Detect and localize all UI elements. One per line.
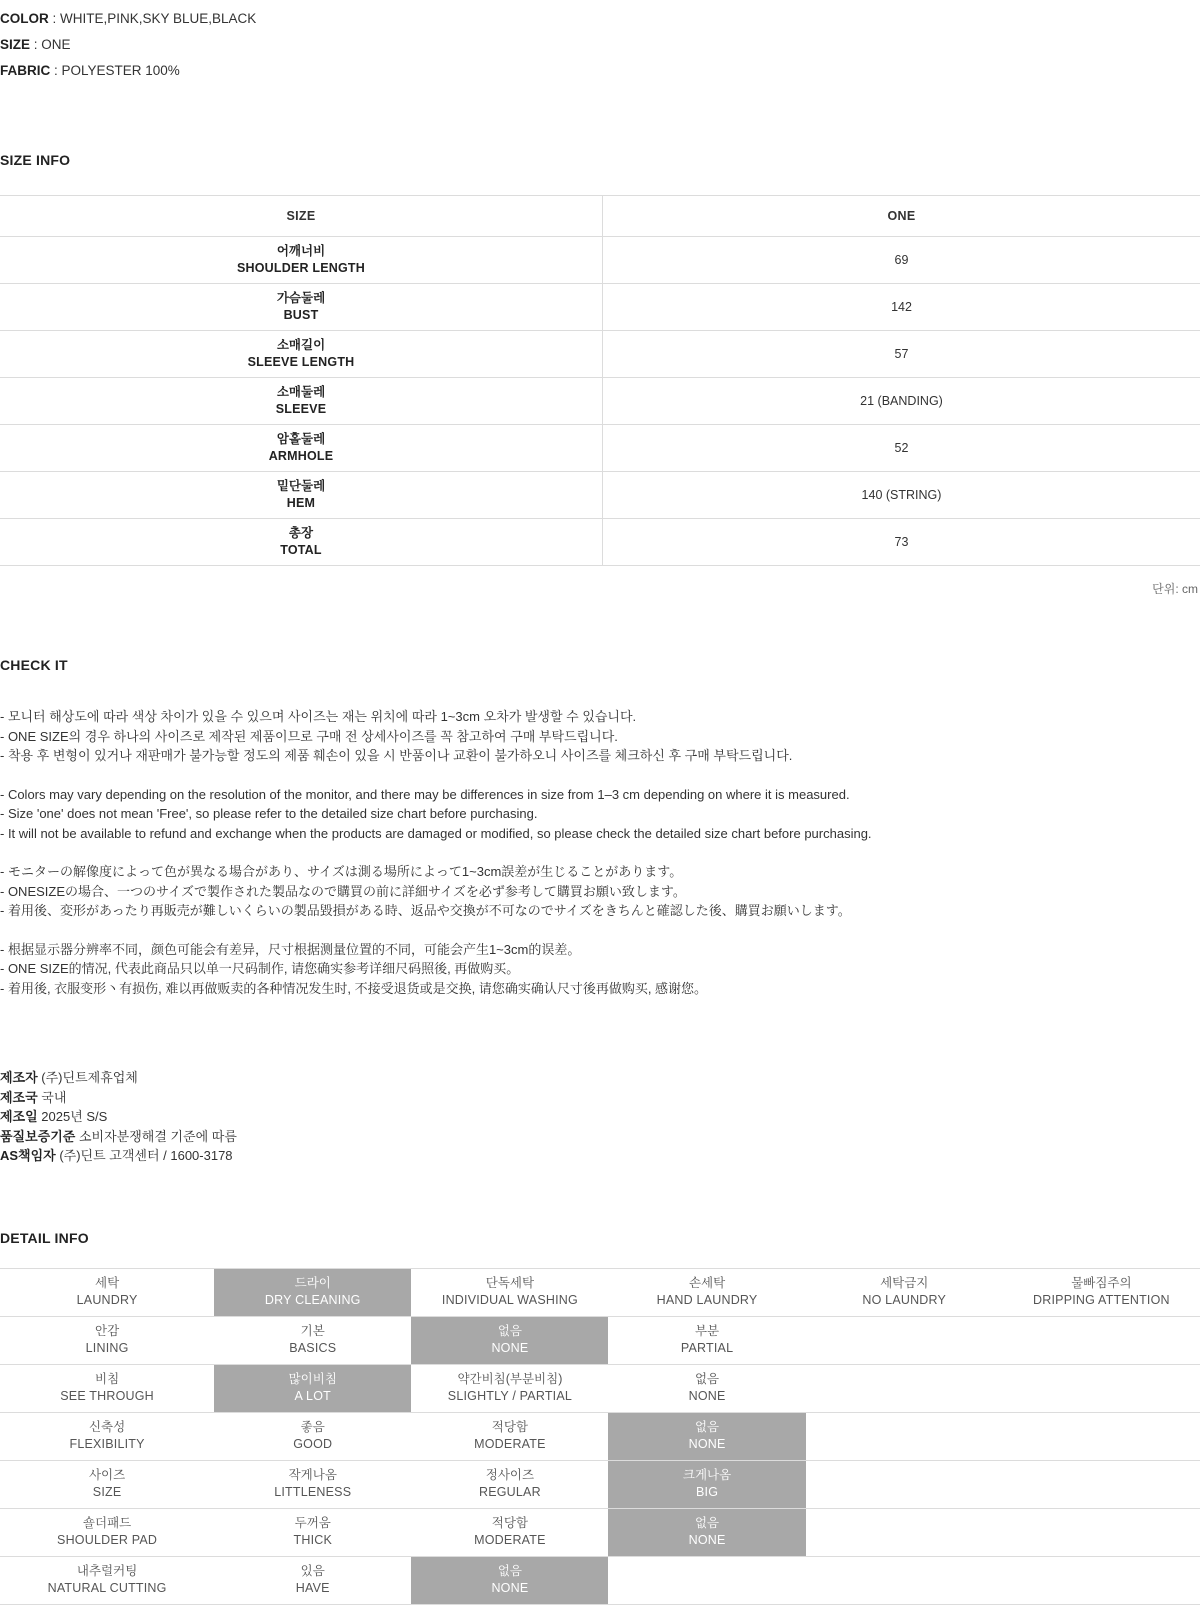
table-row [0, 472, 1200, 519]
note-line: - 착용 후 변형이 있거나 재판매가 불가능할 정도의 제품 훼손이 있을 시 반품이나 교환이 불가하오니 사이즈를 체크하신 후 구매 부탁드립니다. [0, 746, 1200, 766]
maker-label: 제조자 [0, 1070, 38, 1085]
detail-option-empty [1003, 1412, 1200, 1460]
detail-option[interactable] [608, 1412, 805, 1460]
spec-value: : POLYESTER 100% [50, 63, 180, 78]
note-line: - 着用後, 衣服变形丶有损伤, 难以再做贩卖的各种情况发生时, 不接受退货或是交换, 请您确实确认尺寸後再做购买, 感谢您。 [0, 979, 1200, 999]
size-row-label [0, 284, 603, 331]
detail-option-en: REGULAR [411, 1484, 608, 1501]
size-row-label [0, 472, 603, 519]
detail-option[interactable] [411, 1364, 608, 1412]
maker-value: 소비자분쟁해결 기준에 따름 [75, 1129, 237, 1144]
spec-key: FABRIC [0, 63, 50, 78]
detail-option-empty [806, 1364, 1003, 1412]
detail-category [0, 1460, 214, 1508]
detail-option-en: NONE [608, 1436, 805, 1453]
maker-label: 품질보증기준 [0, 1129, 75, 1144]
detail-category-kr: 비침 [0, 1371, 214, 1388]
spec-line [0, 58, 1200, 84]
detail-option-en: NONE [608, 1532, 805, 1549]
detail-option-kr: 없음 [411, 1323, 608, 1340]
detail-option[interactable] [411, 1508, 608, 1556]
detail-option-en: A LOT [214, 1388, 411, 1405]
detail-option[interactable] [214, 1412, 411, 1460]
detail-row [0, 1508, 1200, 1556]
detail-option[interactable] [411, 1556, 608, 1604]
detail-option-empty [1003, 1556, 1200, 1604]
detail-category-en: FLEXIBILITY [0, 1436, 214, 1453]
maker-line [0, 1127, 1200, 1147]
detail-category [0, 1364, 214, 1412]
size-row-label [0, 378, 603, 425]
detail-option-kr: 없음 [608, 1515, 805, 1532]
maker-line [0, 1068, 1200, 1088]
note-gap [0, 843, 1200, 862]
detail-category-en: LAUNDRY [0, 1292, 214, 1309]
note-line: - 着用後、変形があったり再販売が難しいくらいの製品毀損がある時、返品や交換が不可なのでサイズをきちんと確認した後、購買お願いします。 [0, 901, 1200, 921]
detail-category-kr: 안감 [0, 1323, 214, 1340]
size-row-label-kr: 밑단둘레 [1, 478, 601, 495]
size-row-value: 69 [603, 237, 1200, 284]
detail-category [0, 1268, 214, 1316]
spec-key: COLOR [0, 11, 49, 26]
detail-option-empty [1003, 1316, 1200, 1364]
detail-info-table [0, 1268, 1200, 1605]
detail-row [0, 1460, 1200, 1508]
size-row-value: 73 [603, 519, 1200, 566]
detail-option-en: GOOD [214, 1436, 411, 1453]
table-row [0, 237, 1200, 284]
size-info-title: SIZE INFO [0, 152, 1200, 168]
detail-option-en: HAND LAUNDRY [608, 1292, 805, 1309]
detail-option-kr: 좋음 [214, 1419, 411, 1436]
size-row-label-kr: 암홀둘레 [1, 431, 601, 448]
detail-option[interactable] [214, 1364, 411, 1412]
note-line: - 根据显示器分辨率不同，颜色可能会有差异，尺寸根据测量位置的不同，可能会产生1~3cm的误差。 [0, 940, 1200, 960]
maker-line [0, 1088, 1200, 1108]
detail-option[interactable] [608, 1268, 805, 1316]
note-gap [0, 921, 1200, 940]
detail-option-empty [806, 1412, 1003, 1460]
size-row-label-kr: 소매길이 [1, 337, 601, 354]
detail-option[interactable] [411, 1316, 608, 1364]
spec-key: SIZE [0, 37, 30, 52]
detail-option-en: MODERATE [411, 1532, 608, 1549]
detail-option-en: BASICS [214, 1340, 411, 1357]
detail-category-kr: 숄더패드 [0, 1515, 214, 1532]
note-line: - Size 'one' does not mean 'Free', so please refer to the detailed size chart before purchasing. [0, 804, 1200, 824]
detail-category [0, 1412, 214, 1460]
maker-label: 제조국 [0, 1090, 38, 1105]
maker-value: 국내 [38, 1090, 67, 1105]
detail-category-en: LINING [0, 1340, 214, 1357]
detail-option[interactable] [411, 1268, 608, 1316]
note-line: - It will not be available to refund and exchange when the products are damaged or modified, so please check the detailed size chart before purchasing. [0, 824, 1200, 844]
note-line: - 모니터 해상도에 따라 색상 차이가 있을 수 있으며 사이즈는 재는 위치에 따라 1~3cm 오차가 발생할 수 있습니다. [0, 707, 1200, 727]
detail-option-empty [1003, 1460, 1200, 1508]
detail-option[interactable] [608, 1316, 805, 1364]
size-row-label-en: BUST [1, 307, 601, 324]
detail-category-kr: 세탁 [0, 1275, 214, 1292]
detail-info-title: DETAIL INFO [0, 1230, 1200, 1246]
size-row-label-en: HEM [1, 495, 601, 512]
detail-option-kr: 손세탁 [608, 1275, 805, 1292]
detail-option[interactable] [214, 1556, 411, 1604]
detail-option[interactable] [608, 1460, 805, 1508]
detail-option-en: NO LAUNDRY [806, 1292, 1003, 1309]
size-row-value: 142 [603, 284, 1200, 331]
table-row [0, 519, 1200, 566]
detail-option-kr: 없음 [608, 1419, 805, 1436]
note-line: - ONE SIZE的情况, 代表此商品只以单一尺码制作, 请您确实参考详细尺码照後, 再做购买。 [0, 959, 1200, 979]
detail-option-kr: 크게나옴 [608, 1467, 805, 1484]
detail-category-en: NATURAL CUTTING [0, 1580, 214, 1597]
detail-row [0, 1412, 1200, 1460]
table-row [0, 284, 1200, 331]
product-spec-list [0, 0, 1200, 84]
maker-value: (주)딘트 고객센터 / 1600-3178 [56, 1148, 233, 1163]
detail-option[interactable] [214, 1268, 411, 1316]
detail-option-kr: 적당함 [411, 1515, 608, 1532]
size-row-value: 57 [603, 331, 1200, 378]
detail-row [0, 1556, 1200, 1604]
detail-option-kr: 두꺼움 [214, 1515, 411, 1532]
table-row [0, 331, 1200, 378]
detail-option-en: SLIGHTLY / PARTIAL [411, 1388, 608, 1405]
detail-option-kr: 단독세탁 [411, 1275, 608, 1292]
detail-option-empty [608, 1556, 805, 1604]
detail-option-kr: 물빠짐주의 [1003, 1275, 1200, 1292]
spec-line [0, 6, 1200, 32]
table-row [0, 425, 1200, 472]
detail-option-empty [806, 1460, 1003, 1508]
detail-option[interactable] [608, 1508, 805, 1556]
detail-option-kr: 작게나옴 [214, 1467, 411, 1484]
detail-option[interactable] [214, 1316, 411, 1364]
size-row-label-en: SLEEVE LENGTH [1, 354, 601, 371]
spec-value: : WHITE,PINK,SKY BLUE,BLACK [49, 11, 257, 26]
note-line: - Colors may vary depending on the resolution of the monitor, and there may be differences in size from 1–3 cm depending on where it is measured. [0, 785, 1200, 805]
size-row-label [0, 519, 603, 566]
note-line: - ONE SIZE의 경우 하나의 사이즈로 제작된 제품이므로 구매 전 상세사이즈를 꼭 참고하여 구매 부탁드립니다. [0, 727, 1200, 747]
detail-category [0, 1316, 214, 1364]
detail-option-kr: 기본 [214, 1323, 411, 1340]
detail-category [0, 1508, 214, 1556]
detail-option-empty [1003, 1508, 1200, 1556]
detail-option-kr: 약간비침(부분비침) [411, 1371, 608, 1388]
maker-value: (주)딘트제휴업체 [38, 1070, 138, 1085]
detail-option[interactable] [214, 1460, 411, 1508]
detail-option-kr: 많이비침 [214, 1371, 411, 1388]
note-line: - ONESIZEの場合、一つのサイズで製作された製品なので購買の前に詳細サイズを必ず参考して購買お願い致します。 [0, 882, 1200, 902]
detail-category-kr: 사이즈 [0, 1467, 214, 1484]
detail-row [0, 1316, 1200, 1364]
size-row-label-kr: 소매둘레 [1, 384, 601, 401]
detail-option-en: PARTIAL [608, 1340, 805, 1357]
size-row-label-kr: 어깨너비 [1, 243, 601, 260]
size-table-header-row [0, 196, 1200, 237]
check-it-title: CHECK IT [0, 657, 1200, 673]
size-row-label-kr: 가슴둘레 [1, 290, 601, 307]
detail-option-kr: 없음 [608, 1371, 805, 1388]
detail-option-kr: 세탁금지 [806, 1275, 1003, 1292]
detail-option[interactable] [411, 1460, 608, 1508]
check-it-notes [0, 707, 1200, 998]
detail-category-en: SIZE [0, 1484, 214, 1501]
detail-option-kr: 적당함 [411, 1419, 608, 1436]
size-row-value: 140 (STRING) [603, 472, 1200, 519]
size-row-value: 52 [603, 425, 1200, 472]
size-row-label [0, 331, 603, 378]
detail-option[interactable] [1003, 1268, 1200, 1316]
detail-option-empty [806, 1508, 1003, 1556]
detail-category-kr: 내추럴커팅 [0, 1563, 214, 1580]
detail-option-en: INDIVIDUAL WASHING [411, 1292, 608, 1309]
detail-option-en: NONE [411, 1580, 608, 1597]
detail-category [0, 1556, 214, 1604]
detail-option-empty [1003, 1364, 1200, 1412]
detail-option-en: DRY CLEANING [214, 1292, 411, 1309]
maker-label: 제조일 [0, 1109, 38, 1124]
detail-option[interactable] [608, 1364, 805, 1412]
detail-option-en: BIG [608, 1484, 805, 1501]
detail-category-en: SEE THROUGH [0, 1388, 214, 1405]
detail-option-kr: 부분 [608, 1323, 805, 1340]
size-row-label [0, 425, 603, 472]
size-row-label-en: ARMHOLE [1, 448, 601, 465]
size-row-value: 21 (BANDING) [603, 378, 1200, 425]
detail-option-en: DRIPPING ATTENTION [1003, 1292, 1200, 1309]
manufacturer-info [0, 1068, 1200, 1166]
detail-option-en: LITTLENESS [214, 1484, 411, 1501]
detail-option[interactable] [411, 1412, 608, 1460]
size-row-label [0, 237, 603, 284]
maker-label: AS책임자 [0, 1148, 56, 1163]
detail-option[interactable] [214, 1508, 411, 1556]
detail-option-kr: 정사이즈 [411, 1467, 608, 1484]
size-header-value: ONE [603, 196, 1200, 237]
detail-option-en: THICK [214, 1532, 411, 1549]
size-row-label-en: SHOULDER LENGTH [1, 260, 601, 277]
detail-option-kr: 없음 [411, 1563, 608, 1580]
spec-line [0, 32, 1200, 58]
detail-row [0, 1364, 1200, 1412]
detail-option-kr: 있음 [214, 1563, 411, 1580]
detail-row [0, 1268, 1200, 1316]
size-row-label-en: SLEEVE [1, 401, 601, 418]
table-row [0, 378, 1200, 425]
size-unit-note: 단위: cm [0, 580, 1200, 597]
detail-option-en: NONE [411, 1340, 608, 1357]
maker-line [0, 1107, 1200, 1127]
note-line: - モニターの解像度によって色が異なる場合があり、サイズは測る場所によって1~3cm誤差が生じることがあります。 [0, 862, 1200, 882]
detail-option-en: MODERATE [411, 1436, 608, 1453]
detail-category-kr: 신축성 [0, 1419, 214, 1436]
detail-option-empty [806, 1556, 1003, 1604]
size-row-label-kr: 총장 [1, 525, 601, 542]
detail-option[interactable] [806, 1268, 1003, 1316]
detail-option-en: HAVE [214, 1580, 411, 1597]
size-info-table [0, 195, 1200, 566]
note-gap [0, 766, 1200, 785]
detail-option-kr: 드라이 [214, 1275, 411, 1292]
size-row-label-en: TOTAL [1, 542, 601, 559]
maker-line [0, 1146, 1200, 1166]
size-header-label: SIZE [0, 196, 603, 237]
detail-category-en: SHOULDER PAD [0, 1532, 214, 1549]
maker-value: 2025년 S/S [38, 1109, 108, 1124]
detail-option-en: NONE [608, 1388, 805, 1405]
spec-value: : ONE [30, 37, 71, 52]
detail-option-empty [806, 1316, 1003, 1364]
